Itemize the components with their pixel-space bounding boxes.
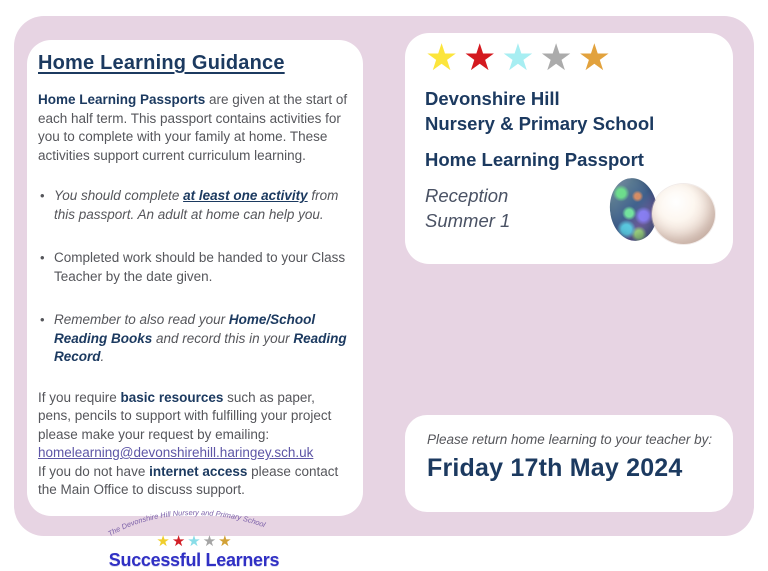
star-icon: ★ [202,532,217,550]
email-link[interactable]: homelearning@devonshirehill.haringey.sch.uk [38,445,314,460]
intro-paragraph: Home Learning Passports are given at the start of each half term. This passport contains activities for you to complete with your family at home. These activities support current curriculum learning. [38,92,348,163]
star-icon: ★ [539,37,573,78]
due-date-panel [405,415,733,512]
star-icon: ★ [187,532,201,550]
star-icon: ★ [463,37,497,78]
star-icon: ★ [577,37,611,78]
rating-stars [425,39,717,77]
star-icon: ★ [218,532,232,550]
star-icon: ★ [156,532,170,550]
bullet-text: You should complete at least one activity from this passport. An adult at home can help you. [54,188,339,222]
bullet-icon: • [40,312,45,327]
list-item [38,311,350,367]
bullet-text: Remember to also read your Home/School Reading Books and record this in your Reading Record. [54,312,347,364]
school-name [425,86,717,136]
school-name-line2: Nursery & Primary School [425,113,655,134]
due-date: Friday 17th May 2024 [427,454,683,482]
pearl-gem [652,184,715,244]
star-icon: ★ [501,37,535,78]
bullet-text: Completed work should be handed to your Class Teacher by the date given. [54,250,346,284]
star-icon: ★ [425,37,459,78]
logo-caption: Successful Learners [108,549,280,570]
page-title: Home Learning Guidance [38,52,285,74]
return-prompt: Please return home learning to your teacher by: [427,432,713,447]
guidance-bullet-list [38,187,350,367]
list-item [38,249,350,286]
guidance-panel [27,40,363,570]
resources-paragraph: If you require basic resources such as paper, pens, pencils to support with fulfilling your project please make your request by emailing: homelearning@devonshirehill.haringey.sch.uk If you do not have internet access please contact the Main Office to discuss support. [38,389,339,497]
opal-and-pearl-image [610,176,720,246]
class-name: Reception [425,185,509,206]
passport-cover-panel [405,33,733,264]
school-logo [38,506,350,571]
list-item [38,187,350,224]
logo-stars [156,534,231,549]
svg-text:The Devonshire Hill Nursery an: The Devonshire Hill Nursery and Primary School [106,507,267,538]
bullet-icon: • [40,250,45,265]
term-name: Summer 1 [425,210,511,231]
school-name-line1: Devonshire Hill [425,88,560,109]
star-icon: ★ [171,532,186,550]
bullet-icon: • [40,188,45,203]
passport-title: Home Learning Passport [425,149,644,170]
